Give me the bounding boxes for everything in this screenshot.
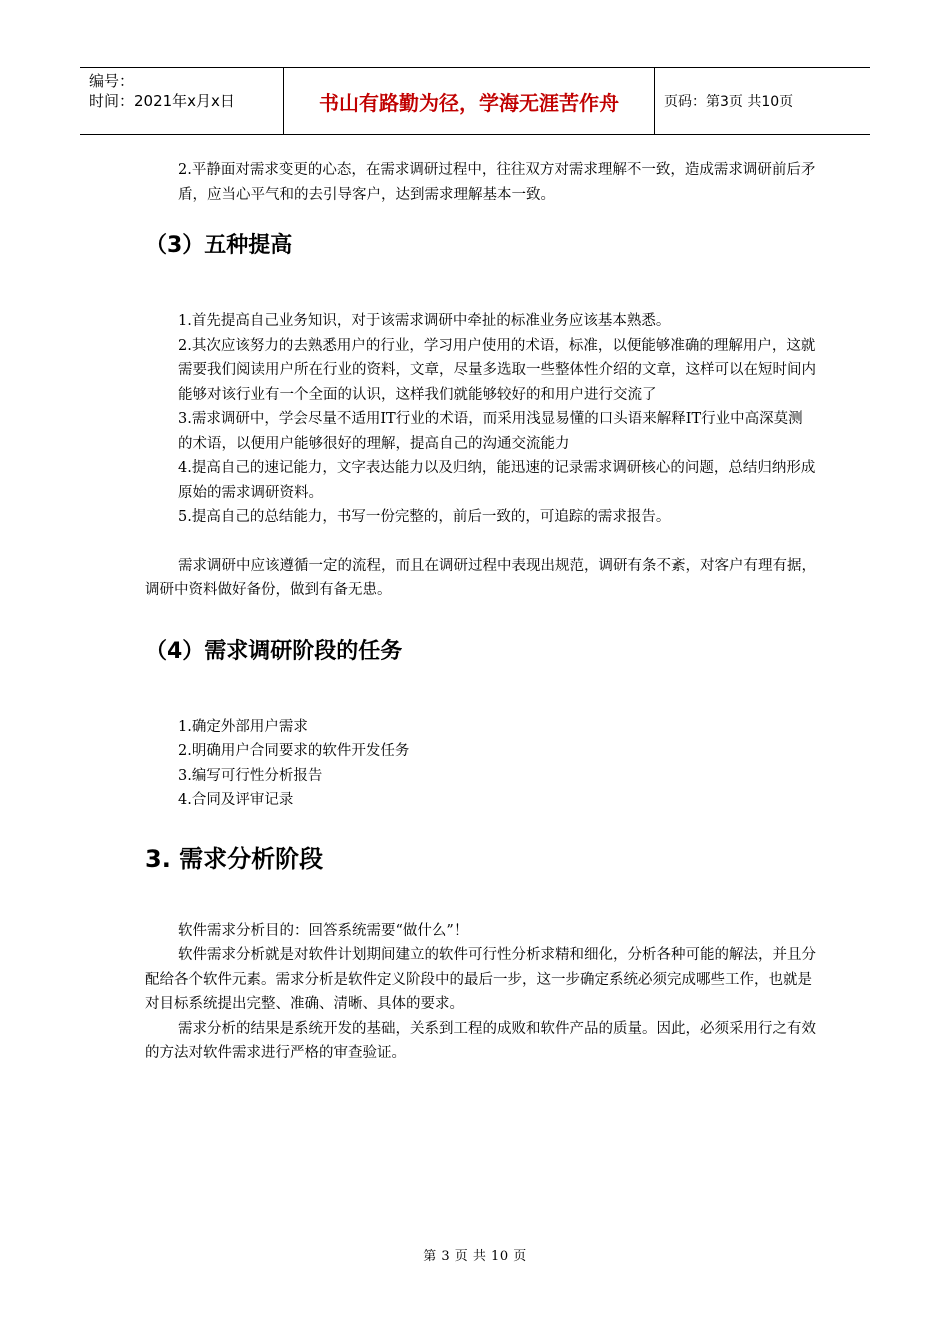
header-page-info: 页码：第3页 共10页: [664, 94, 794, 110]
section-3-heading: （3）五种提高: [145, 233, 293, 258]
list-item: 1.首先提高自己业务知识，对于该需求调研中牵扯的标准业务应该基本熟悉。: [178, 313, 671, 329]
section-4-heading: （4）需求调研阶段的任务: [145, 638, 403, 664]
list-item: 3.编写可行性分析报告: [178, 767, 323, 784]
list-item: 3.需求调研中，学会尽量不适用IT行业的术语，而采用浅显易懂的口头语来解释IT行业中高深莫测的术语，以便用户能够很好的理解，提高自己的沟通交流能力: [178, 411, 803, 452]
body-paragraph: 需求分析的结果是系统开发的基础，关系到工程的成败和软件产品的质量。因此，必须采用行之有效的方法对软件需求进行严格的审查验证。: [145, 1020, 816, 1061]
header-motto: 书山有路勤为径，学海无涯苦作舟: [283, 68, 655, 134]
document-body: [145, 158, 817, 1066]
chapter-3-body: [145, 919, 817, 1066]
list-item: 2.明确用户合同要求的软件开发任务: [178, 743, 410, 759]
intro-paragraph: 2.平静面对需求变更的心态，在需求调研过程中，往往双方对需求理解不一致，造成需求调研前后矛盾，应当心平气和的去引导客户，达到需求理解基本一致。: [178, 162, 816, 203]
body-paragraph: 软件需求分析就是对软件计划期间建立的软件可行性分析求精和细化，分析各种可能的解法，并且分配给各个软件元素。需求分析是软件定义阶段中的最后一步，这一步确定系统必须完成哪些工作，也就是对目标系统提出完整、准确、清晰、具体的要求。: [145, 947, 816, 1012]
body-paragraph: 软件需求分析目的：回答系统需要“做什么”！: [178, 922, 469, 939]
section-4-list: [145, 715, 817, 813]
list-item: 4.合同及评审记录: [178, 792, 294, 808]
code-label: 编号：: [89, 72, 135, 90]
list-item: 1.确定外部用户需求: [178, 718, 308, 735]
header-meta: [80, 68, 283, 134]
list-item: 2.其次应该努力的去熟悉用户的行业，学习用户使用的术语，标准，以便能够准确的理解用户，这就需要我们阅读用户所在行业的资料，文章，尽量多选取一些整体性介绍的文章，这样可以在短时间内能够对该行业有一个全面的认识，这样我们就能够较好的和用户进行交流了: [178, 337, 816, 403]
page-footer: 第 3 页 共 10 页: [423, 1249, 527, 1264]
section-3-closing: 需求调研中应该遵循一定的流程，而且在调研过程中表现出规范，调研有条不紊，对客户有理有据，调研中资料做好备份，做到有备无患。: [145, 557, 816, 598]
list-item: 5.提高自己的总结能力，书写一份完整的，前后一致的，可追踪的需求报告。: [178, 509, 671, 525]
date-label: 时间：2021年x月x日: [89, 92, 235, 110]
page-header: [80, 67, 870, 135]
chapter-3-heading: 3. 需求分析阶段: [145, 844, 324, 873]
list-item: 4.提高自己的速记能力，文字表达能力以及归纳，能迅速的记录需求调研核心的问题，总结归纳形成原始的需求调研资料。: [178, 460, 816, 501]
section-3-list: [145, 309, 817, 530]
